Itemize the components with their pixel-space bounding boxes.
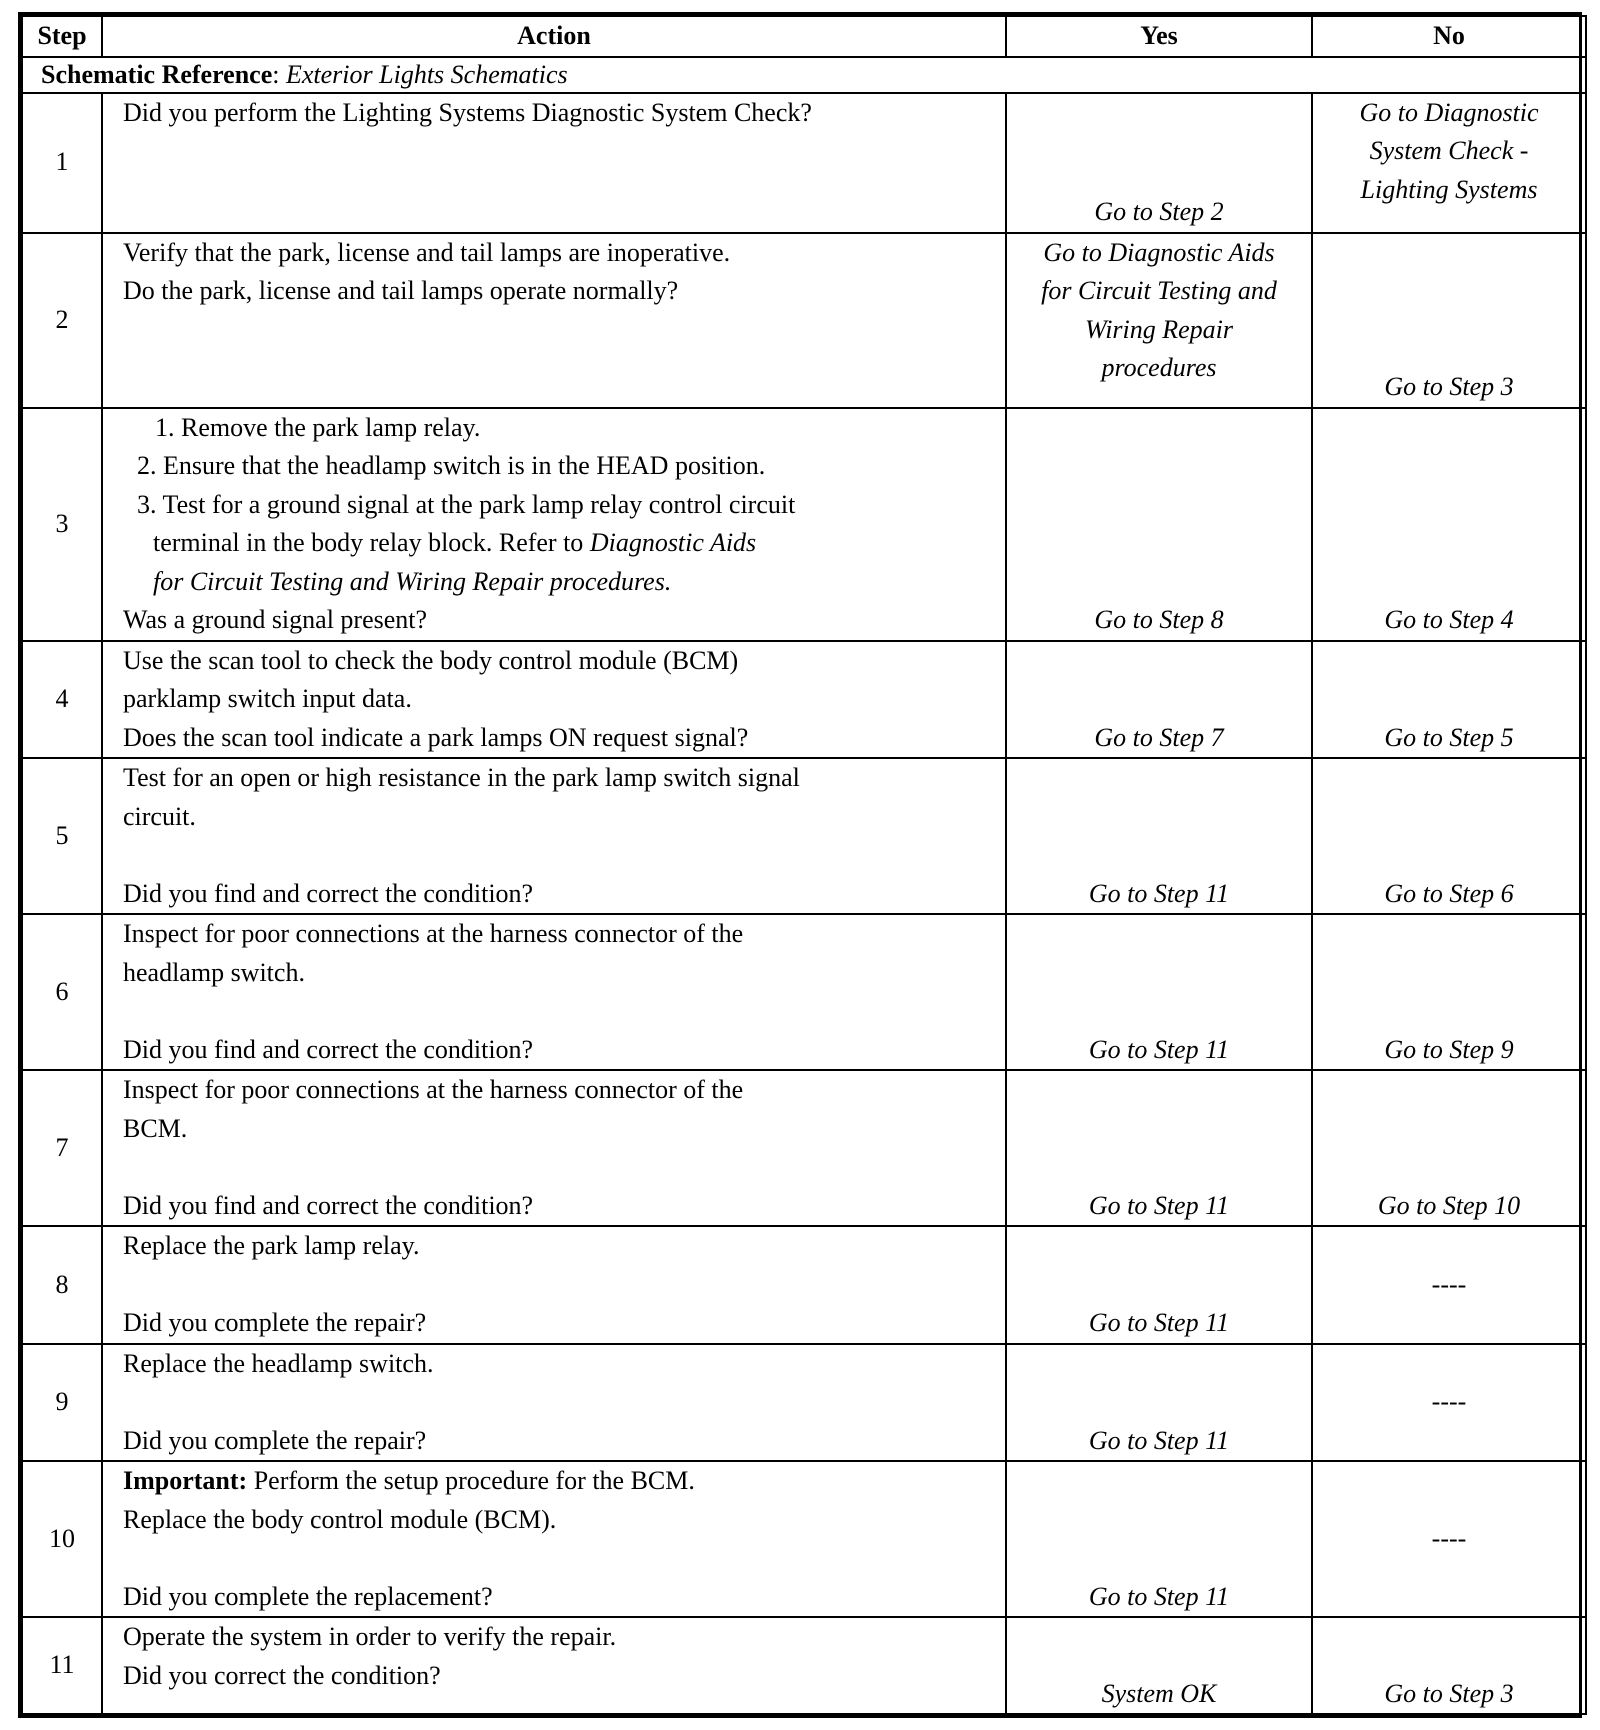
schematic-reference-link[interactable]: Exterior Lights Schematics xyxy=(285,59,568,89)
table-row xyxy=(22,233,1586,408)
action-question: Did you find and correct the condition? xyxy=(123,1190,534,1220)
yes-result[interactable]: Go to Diagnostic Aids for Circuit Testing and Wiring Repair procedures xyxy=(1006,233,1312,408)
step-number: 7 xyxy=(22,1070,102,1226)
no-result[interactable]: Go to Step 6 xyxy=(1312,758,1586,914)
table-row xyxy=(22,1344,1586,1462)
no-result[interactable]: Go to Step 10 xyxy=(1312,1070,1586,1226)
step-number: 5 xyxy=(22,758,102,914)
header-no: No xyxy=(1312,16,1586,57)
important-note xyxy=(123,1462,995,1501)
action-cell xyxy=(102,1070,1006,1226)
step-number: 11 xyxy=(22,1617,102,1714)
yes-result: System OK xyxy=(1006,1617,1312,1714)
action-list-item-continuation xyxy=(123,524,995,563)
schematic-reference xyxy=(22,57,1586,93)
step-number: 10 xyxy=(22,1461,102,1617)
step-number: 2 xyxy=(22,233,102,408)
schematic-reference-sep: : xyxy=(272,59,286,89)
action-list-item: 3. Test for a ground signal at the park lamp relay control circuit xyxy=(137,489,796,519)
action-cell xyxy=(102,1344,1006,1462)
no-result[interactable]: Go to Step 3 xyxy=(1312,1617,1586,1714)
yes-result[interactable]: Go to Step 11 xyxy=(1006,1070,1312,1226)
yes-result[interactable]: Go to Step 2 xyxy=(1006,93,1312,233)
no-result[interactable]: Go to Step 4 xyxy=(1312,408,1586,641)
yes-result[interactable]: Go to Step 11 xyxy=(1006,1226,1312,1344)
action-text: Inspect for poor connections at the harness connector of the BCM. xyxy=(123,1075,744,1143)
header-row xyxy=(22,16,1586,57)
table-row xyxy=(22,914,1586,1070)
table-row xyxy=(22,408,1586,641)
action-question: Did you complete the replacement? xyxy=(123,1581,493,1611)
action-cell xyxy=(102,1461,1006,1617)
action-cell xyxy=(102,408,1006,641)
table-row xyxy=(22,1617,1586,1714)
no-result[interactable]: Go to Step 9 xyxy=(1312,914,1586,1070)
step-number: 4 xyxy=(22,641,102,759)
table-row xyxy=(22,1070,1586,1226)
action-text: Did you perform the Lighting Systems Diagnostic System Check? xyxy=(102,93,1006,233)
action-list-item: 2. Ensure that the headlamp switch is in the HEAD position. xyxy=(137,451,766,480)
important-label: Important: xyxy=(123,1466,248,1495)
action-text: Verify that the park, license and tail lamps are inoperative. Do the park, license and tail lamps operate normally? xyxy=(102,233,1006,408)
diagnostic-table xyxy=(21,15,1587,1715)
action-text: Use the scan tool to check the body control module (BCM) parklamp switch input data. Does the scan tool indicate a park lamps ON request signal? xyxy=(102,641,1006,759)
yes-result[interactable]: Go to Step 8 xyxy=(1006,408,1312,641)
step-number: 9 xyxy=(22,1344,102,1462)
important-text: Perform the setup procedure for the BCM. xyxy=(247,1466,695,1495)
step-number: 8 xyxy=(22,1226,102,1344)
action-cell xyxy=(102,1226,1006,1344)
action-text: Test for an open or high resistance in the park lamp switch signal circuit. xyxy=(123,763,800,831)
step-number: 3 xyxy=(22,408,102,641)
action-text: Replace the body control module (BCM). xyxy=(123,1504,557,1534)
table-row xyxy=(22,758,1586,914)
header-action: Action xyxy=(102,16,1006,57)
no-result[interactable]: Go to Diagnostic System Check - Lighting Systems xyxy=(1312,93,1586,233)
yes-result[interactable]: Go to Step 7 xyxy=(1006,641,1312,759)
header-yes: Yes xyxy=(1006,16,1312,57)
yes-result[interactable]: Go to Step 11 xyxy=(1006,758,1312,914)
step-number: 1 xyxy=(22,93,102,233)
yes-result[interactable]: Go to Step 11 xyxy=(1006,1461,1312,1617)
schematic-reference-row xyxy=(22,57,1586,93)
table-row xyxy=(22,641,1586,759)
schematic-reference-label: Schematic Reference xyxy=(41,59,273,89)
action-question: Did you find and correct the condition? xyxy=(123,878,534,908)
action-text: Replace the headlamp switch. xyxy=(123,1348,434,1378)
action-cell xyxy=(102,758,1006,914)
table-row xyxy=(22,1226,1586,1344)
step-number: 6 xyxy=(22,914,102,1070)
continuation-text: terminal in the body relay block. Refer to xyxy=(153,528,590,557)
no-result[interactable]: Go to Step 3 xyxy=(1312,233,1586,408)
action-text: Inspect for poor connections at the harness connector of the headlamp switch. xyxy=(123,919,744,987)
diagnostic-table-page xyxy=(18,12,1582,1718)
action-text: Replace the park lamp relay. xyxy=(123,1231,420,1260)
action-cell xyxy=(102,914,1006,1070)
action-text: Operate the system in order to verify the repair. Did you correct the condition? xyxy=(102,1617,1006,1714)
diagnostic-aids-link[interactable]: Diagnostic Aids xyxy=(589,528,757,557)
no-result[interactable]: Go to Step 5 xyxy=(1312,641,1586,759)
no-result: ---- xyxy=(1312,1344,1586,1462)
action-question: Did you complete the repair? xyxy=(123,1308,427,1337)
no-result: ---- xyxy=(1312,1226,1586,1344)
diagnostic-aids-link-continuation[interactable]: for Circuit Testing and Wiring Repair procedures. xyxy=(153,566,672,596)
table-row xyxy=(22,1461,1586,1617)
action-list-item: 1. Remove the park lamp relay. xyxy=(155,412,481,442)
action-question: Was a ground signal present? xyxy=(123,605,428,634)
yes-result[interactable]: Go to Step 11 xyxy=(1006,1344,1312,1462)
yes-result[interactable]: Go to Step 11 xyxy=(1006,914,1312,1070)
action-question: Did you complete the repair? xyxy=(123,1425,427,1455)
header-step: Step xyxy=(22,16,102,57)
no-result: ---- xyxy=(1312,1461,1586,1617)
table-row xyxy=(22,93,1586,233)
action-question: Did you find and correct the condition? xyxy=(123,1034,534,1064)
